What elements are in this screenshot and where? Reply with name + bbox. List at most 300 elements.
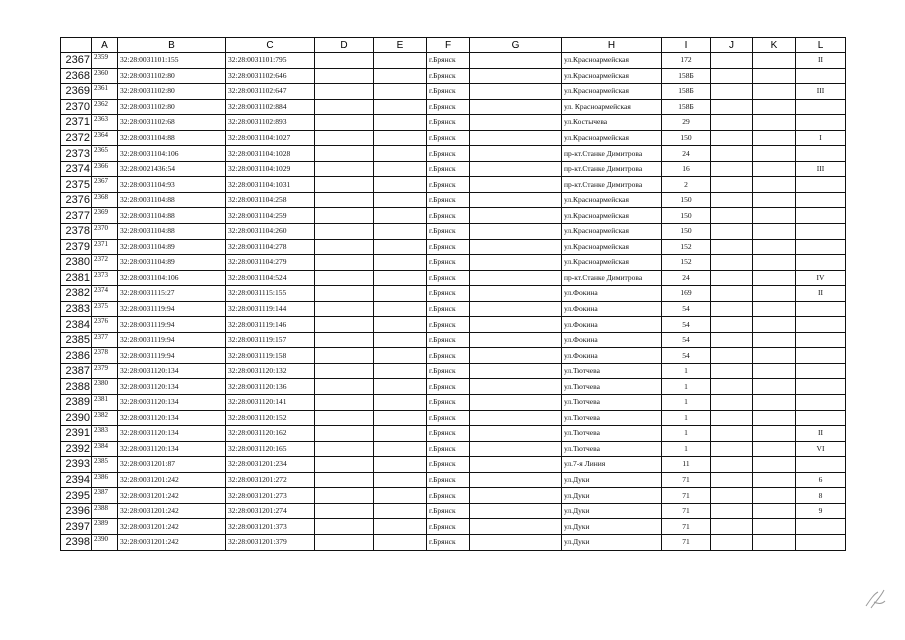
cell-d	[315, 84, 374, 100]
table-row	[61, 472, 846, 488]
cell-a: 2363	[92, 115, 118, 131]
cell-j	[711, 519, 753, 535]
row-number: 2373	[61, 146, 92, 162]
cell-a: 2375	[92, 301, 118, 317]
cell-l	[796, 224, 846, 240]
cell-i: 1	[662, 395, 711, 411]
cell-d	[315, 317, 374, 333]
cell-f: г.Брянск	[427, 379, 470, 395]
cell-a: 2380	[92, 379, 118, 395]
row-number: 2372	[61, 130, 92, 146]
cell-e	[374, 488, 427, 504]
cell-g	[470, 115, 562, 131]
cell-j	[711, 177, 753, 193]
cell-l	[796, 363, 846, 379]
data-table	[60, 37, 846, 551]
cell-b: 32:28:0031104:89	[118, 255, 226, 271]
cell-d	[315, 99, 374, 115]
cell-h: ул.Красноармейская	[562, 68, 662, 84]
cell-e	[374, 177, 427, 193]
cell-h: ул.Фокина	[562, 348, 662, 364]
cell-f: г.Брянск	[427, 503, 470, 519]
cell-g	[470, 503, 562, 519]
cell-i: 1	[662, 410, 711, 426]
cell-l	[796, 301, 846, 317]
cell-f: г.Брянск	[427, 224, 470, 240]
cell-j	[711, 379, 753, 395]
cell-e	[374, 379, 427, 395]
cell-k	[753, 301, 796, 317]
row-number: 2376	[61, 192, 92, 208]
cell-c: 32:28:0031120:132	[226, 363, 315, 379]
cell-d	[315, 395, 374, 411]
cell-k	[753, 286, 796, 302]
cell-k	[753, 332, 796, 348]
cell-j	[711, 441, 753, 457]
cell-e	[374, 224, 427, 240]
cell-h: ул.Тютчева	[562, 426, 662, 442]
cell-d	[315, 441, 374, 457]
cell-c: 32:28:0031104:260	[226, 224, 315, 240]
row-number: 2375	[61, 177, 92, 193]
cell-c: 32:28:0031201:373	[226, 519, 315, 535]
cell-h: ул.Тютчева	[562, 379, 662, 395]
cell-j	[711, 239, 753, 255]
cell-l	[796, 534, 846, 550]
cell-d	[315, 286, 374, 302]
cell-g	[470, 457, 562, 473]
table-row	[61, 426, 846, 442]
column-header-i: I	[662, 38, 711, 53]
table-row	[61, 53, 846, 69]
cell-c: 32:28:0031104:1031	[226, 177, 315, 193]
cell-a: 2389	[92, 519, 118, 535]
cell-j	[711, 395, 753, 411]
column-header-d: D	[315, 38, 374, 53]
table-body	[61, 53, 846, 551]
cell-a: 2385	[92, 457, 118, 473]
cell-a: 2361	[92, 84, 118, 100]
cell-e	[374, 84, 427, 100]
cell-c: 32:28:0031119:158	[226, 348, 315, 364]
row-number: 2385	[61, 332, 92, 348]
cell-c: 32:28:0031102:884	[226, 99, 315, 115]
cell-i: 158Б	[662, 68, 711, 84]
cell-b: 32:28:0031102:80	[118, 99, 226, 115]
table-row	[61, 519, 846, 535]
cell-d	[315, 130, 374, 146]
cell-a: 2367	[92, 177, 118, 193]
column-header-e: E	[374, 38, 427, 53]
cell-k	[753, 379, 796, 395]
cell-h: ул.Фокина	[562, 332, 662, 348]
cell-e	[374, 317, 427, 333]
cell-k	[753, 472, 796, 488]
row-number: 2377	[61, 208, 92, 224]
cell-c: 32:28:0031120:165	[226, 441, 315, 457]
cell-e	[374, 192, 427, 208]
cell-h: ул.Красноармейская	[562, 208, 662, 224]
cell-i: 71	[662, 519, 711, 535]
cell-c: 32:28:0031104:1028	[226, 146, 315, 162]
cell-c: 32:28:0031120:141	[226, 395, 315, 411]
row-number: 2398	[61, 534, 92, 550]
cell-l	[796, 208, 846, 224]
cell-d	[315, 115, 374, 131]
table-row	[61, 177, 846, 193]
table-row	[61, 68, 846, 84]
cell-h: ул.Дуки	[562, 534, 662, 550]
cell-i: 152	[662, 239, 711, 255]
cell-c: 32:28:0031201:274	[226, 503, 315, 519]
cell-g	[470, 332, 562, 348]
cell-e	[374, 519, 427, 535]
column-header-a: A	[92, 38, 118, 53]
cell-b: 32:28:0031104:88	[118, 208, 226, 224]
cell-i: 152	[662, 255, 711, 271]
cell-f: г.Брянск	[427, 270, 470, 286]
cell-a: 2390	[92, 534, 118, 550]
cell-i: 2	[662, 177, 711, 193]
table-row	[61, 239, 846, 255]
cell-j	[711, 130, 753, 146]
cell-b: 32:28:0031120:134	[118, 363, 226, 379]
table-row	[61, 99, 846, 115]
cell-i: 1	[662, 426, 711, 442]
cell-b: 32:28:0031201:87	[118, 457, 226, 473]
table-row	[61, 379, 846, 395]
cell-i: 150	[662, 208, 711, 224]
cell-d	[315, 239, 374, 255]
table-row	[61, 255, 846, 271]
cell-e	[374, 146, 427, 162]
cell-e	[374, 503, 427, 519]
cell-h: ул.Тютчева	[562, 363, 662, 379]
cell-c: 32:28:0031101:795	[226, 53, 315, 69]
cell-i: 158Б	[662, 99, 711, 115]
cell-f: г.Брянск	[427, 301, 470, 317]
cell-e	[374, 286, 427, 302]
cell-l: I	[796, 130, 846, 146]
cell-l	[796, 146, 846, 162]
cell-k	[753, 503, 796, 519]
cell-d	[315, 519, 374, 535]
cell-h: ул.Красноармейская	[562, 53, 662, 69]
cell-k	[753, 239, 796, 255]
cell-l	[796, 348, 846, 364]
cell-a: 2374	[92, 286, 118, 302]
cell-h: пр-кт.Станке Димитрова	[562, 270, 662, 286]
cell-c: 32:28:0031104:258	[226, 192, 315, 208]
cell-i: 54	[662, 301, 711, 317]
cell-g	[470, 146, 562, 162]
cell-k	[753, 519, 796, 535]
table-row	[61, 395, 846, 411]
cell-d	[315, 410, 374, 426]
cell-j	[711, 208, 753, 224]
cell-k	[753, 410, 796, 426]
cell-d	[315, 503, 374, 519]
cell-a: 2382	[92, 410, 118, 426]
cell-h: ул.Дуки	[562, 488, 662, 504]
cell-f: г.Брянск	[427, 192, 470, 208]
table-row	[61, 270, 846, 286]
table-row	[61, 332, 846, 348]
row-number: 2371	[61, 115, 92, 131]
cell-f: г.Брянск	[427, 363, 470, 379]
cell-k	[753, 255, 796, 271]
cell-b: 32:28:0031201:242	[118, 519, 226, 535]
cell-k	[753, 53, 796, 69]
cell-i: 16	[662, 161, 711, 177]
row-number: 2392	[61, 441, 92, 457]
table-row	[61, 146, 846, 162]
cell-e	[374, 270, 427, 286]
cell-k	[753, 68, 796, 84]
cell-b: 32:28:0031119:94	[118, 317, 226, 333]
cell-b: 32:28:0031104:106	[118, 146, 226, 162]
cell-j	[711, 99, 753, 115]
table-row	[61, 488, 846, 504]
cell-f: г.Брянск	[427, 99, 470, 115]
cell-k	[753, 177, 796, 193]
cell-a: 2387	[92, 488, 118, 504]
table-row	[61, 410, 846, 426]
handwritten-mark	[862, 586, 888, 612]
cell-f: г.Брянск	[427, 146, 470, 162]
table-row	[61, 363, 846, 379]
cell-i: 11	[662, 457, 711, 473]
cell-a: 2364	[92, 130, 118, 146]
cell-g	[470, 192, 562, 208]
cell-k	[753, 130, 796, 146]
cell-i: 71	[662, 534, 711, 550]
table-row	[61, 301, 846, 317]
cell-j	[711, 192, 753, 208]
cell-l: II	[796, 426, 846, 442]
cell-c: 32:28:0031201:379	[226, 534, 315, 550]
cell-g	[470, 534, 562, 550]
cell-h: ул.Красноармейская	[562, 130, 662, 146]
cell-a: 2388	[92, 503, 118, 519]
cell-d	[315, 192, 374, 208]
cell-h: пр-кт.Станке Димитрова	[562, 161, 662, 177]
cell-h: ул.Тютчева	[562, 441, 662, 457]
cell-d	[315, 332, 374, 348]
table-row	[61, 208, 846, 224]
column-header-f: F	[427, 38, 470, 53]
cell-l	[796, 519, 846, 535]
cell-h: ул.Тютчева	[562, 395, 662, 411]
cell-l	[796, 68, 846, 84]
column-header-b: B	[118, 38, 226, 53]
cell-e	[374, 395, 427, 411]
cell-e	[374, 161, 427, 177]
table-row	[61, 130, 846, 146]
cell-d	[315, 472, 374, 488]
cell-d	[315, 379, 374, 395]
cell-k	[753, 348, 796, 364]
cell-c: 32:28:0031104:1027	[226, 130, 315, 146]
cell-b: 32:28:0031104:89	[118, 239, 226, 255]
cell-c: 32:28:0031104:278	[226, 239, 315, 255]
cell-j	[711, 488, 753, 504]
cell-d	[315, 534, 374, 550]
cell-g	[470, 363, 562, 379]
cell-f: г.Брянск	[427, 441, 470, 457]
cell-j	[711, 161, 753, 177]
cell-e	[374, 534, 427, 550]
cell-g	[470, 239, 562, 255]
cell-g	[470, 301, 562, 317]
table-row	[61, 457, 846, 473]
cell-g	[470, 130, 562, 146]
cell-i: 54	[662, 332, 711, 348]
cell-f: г.Брянск	[427, 208, 470, 224]
row-number: 2381	[61, 270, 92, 286]
cell-f: г.Брянск	[427, 395, 470, 411]
row-number: 2374	[61, 161, 92, 177]
cell-j	[711, 255, 753, 271]
cell-e	[374, 426, 427, 442]
cell-c: 32:28:0031104:259	[226, 208, 315, 224]
cell-g	[470, 53, 562, 69]
cell-a: 2378	[92, 348, 118, 364]
cell-h: ул.Фокина	[562, 286, 662, 302]
cell-l: VI	[796, 441, 846, 457]
spreadsheet	[60, 37, 846, 551]
cell-h: ул.Красноармейская	[562, 224, 662, 240]
table-row	[61, 224, 846, 240]
cell-b: 32:28:0031101:155	[118, 53, 226, 69]
cell-b: 32:28:0031120:134	[118, 441, 226, 457]
cell-h: ул.Костычева	[562, 115, 662, 131]
cell-k	[753, 426, 796, 442]
row-number: 2370	[61, 99, 92, 115]
cell-g	[470, 286, 562, 302]
cell-f: г.Брянск	[427, 348, 470, 364]
cell-b: 32:28:0031201:242	[118, 472, 226, 488]
cell-e	[374, 208, 427, 224]
cell-k	[753, 84, 796, 100]
cell-a: 2371	[92, 239, 118, 255]
cell-b: 32:28:0031104:88	[118, 192, 226, 208]
cell-a: 2372	[92, 255, 118, 271]
cell-d	[315, 363, 374, 379]
cell-i: 24	[662, 146, 711, 162]
cell-k	[753, 270, 796, 286]
cell-a: 2379	[92, 363, 118, 379]
cell-f: г.Брянск	[427, 457, 470, 473]
cell-i: 29	[662, 115, 711, 131]
cell-h: ул.Дуки	[562, 472, 662, 488]
cell-g	[470, 161, 562, 177]
cell-k	[753, 146, 796, 162]
cell-l	[796, 457, 846, 473]
cell-g	[470, 426, 562, 442]
column-header-k: K	[753, 38, 796, 53]
cell-j	[711, 224, 753, 240]
cell-f: г.Брянск	[427, 53, 470, 69]
column-header-g: G	[470, 38, 562, 53]
cell-g	[470, 84, 562, 100]
cell-f: г.Брянск	[427, 332, 470, 348]
cell-j	[711, 348, 753, 364]
cell-b: 32:28:0031104:106	[118, 270, 226, 286]
cell-b: 32:28:0031120:134	[118, 379, 226, 395]
table-row	[61, 503, 846, 519]
cell-f: г.Брянск	[427, 472, 470, 488]
column-header-l: L	[796, 38, 846, 53]
row-number: 2390	[61, 410, 92, 426]
cell-g	[470, 488, 562, 504]
row-number: 2396	[61, 503, 92, 519]
cell-b: 32:28:0031104:93	[118, 177, 226, 193]
cell-l	[796, 99, 846, 115]
cell-f: г.Брянск	[427, 534, 470, 550]
cell-b: 32:28:0031120:134	[118, 426, 226, 442]
cell-j	[711, 410, 753, 426]
cell-a: 2360	[92, 68, 118, 84]
cell-b: 32:28:0031201:242	[118, 488, 226, 504]
row-number: 2367	[61, 53, 92, 69]
cell-e	[374, 115, 427, 131]
cell-a: 2376	[92, 317, 118, 333]
column-header-h: H	[562, 38, 662, 53]
cell-l	[796, 177, 846, 193]
cell-c: 32:28:0031102:893	[226, 115, 315, 131]
cell-e	[374, 130, 427, 146]
column-header-row	[61, 38, 846, 53]
cell-k	[753, 488, 796, 504]
cell-d	[315, 224, 374, 240]
cell-l	[796, 317, 846, 333]
cell-l	[796, 395, 846, 411]
cell-c: 32:28:0031104:1029	[226, 161, 315, 177]
cell-e	[374, 99, 427, 115]
cell-e	[374, 68, 427, 84]
cell-e	[374, 410, 427, 426]
cell-l: 9	[796, 503, 846, 519]
table-row	[61, 192, 846, 208]
cell-l: 8	[796, 488, 846, 504]
row-number: 2391	[61, 426, 92, 442]
cell-l	[796, 239, 846, 255]
cell-h: ул.Красноармейская	[562, 255, 662, 271]
cell-j	[711, 84, 753, 100]
cell-a: 2362	[92, 99, 118, 115]
cell-f: г.Брянск	[427, 68, 470, 84]
cell-a: 2370	[92, 224, 118, 240]
cell-d	[315, 301, 374, 317]
cell-i: 150	[662, 130, 711, 146]
cell-j	[711, 457, 753, 473]
cell-l: III	[796, 84, 846, 100]
cell-g	[470, 99, 562, 115]
cell-d	[315, 270, 374, 286]
cell-d	[315, 457, 374, 473]
cell-k	[753, 224, 796, 240]
cell-a: 2373	[92, 270, 118, 286]
cell-j	[711, 426, 753, 442]
cell-b: 32:28:0021436:54	[118, 161, 226, 177]
cell-g	[470, 410, 562, 426]
cell-a: 2368	[92, 192, 118, 208]
cell-e	[374, 363, 427, 379]
cell-f: г.Брянск	[427, 84, 470, 100]
cell-d	[315, 68, 374, 84]
cell-b: 32:28:0031120:134	[118, 410, 226, 426]
